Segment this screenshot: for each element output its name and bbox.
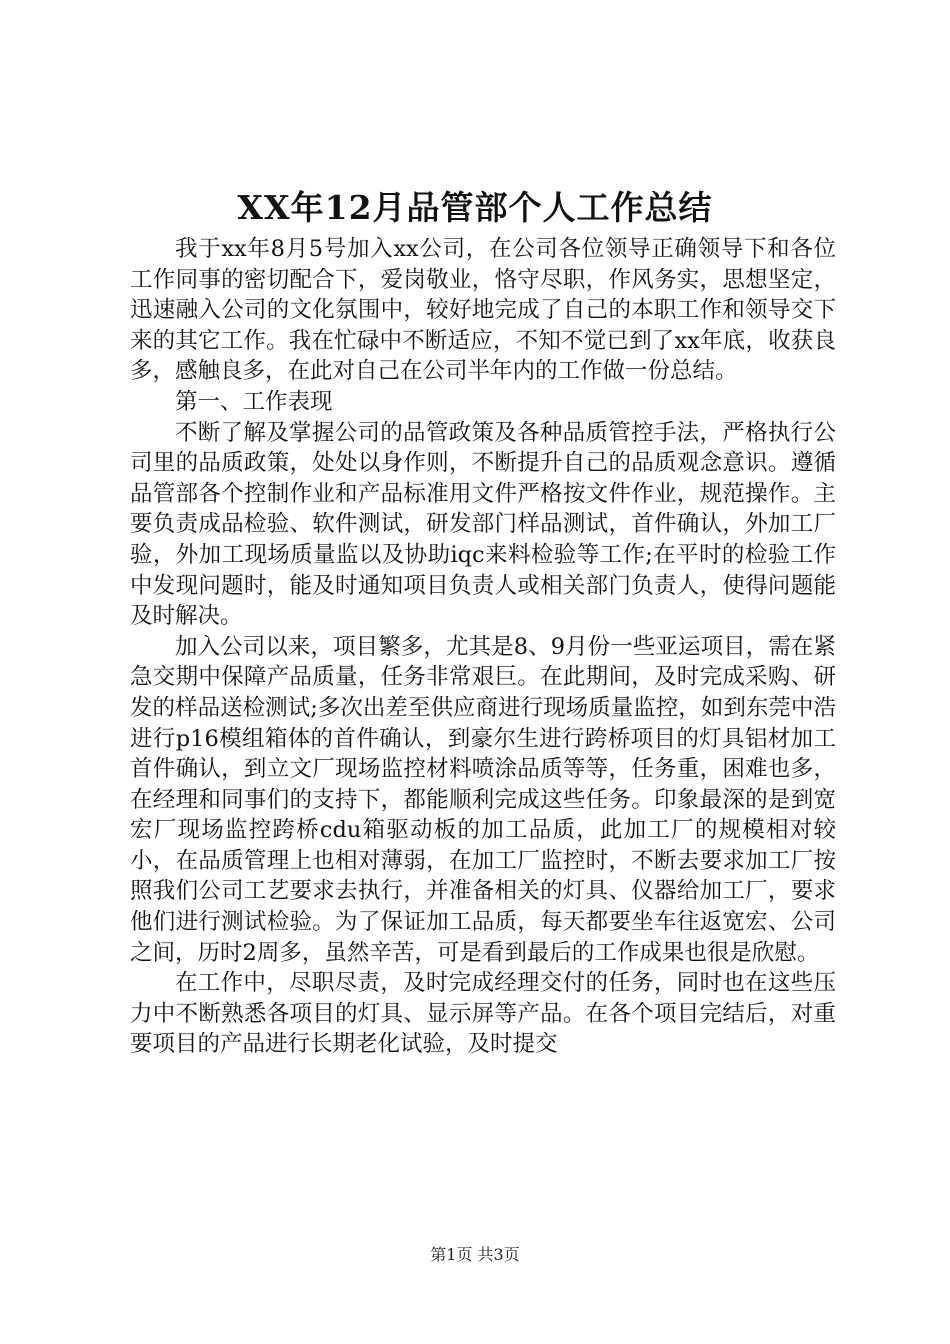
- section-heading-work-performance: 第一、工作表现: [175, 388, 333, 415]
- document-body: [130, 234, 836, 1060]
- paragraph-quality-policy: 不断了解及掌握公司的品管政策及各种品质管控手法，严格执行公司里的品质政策，处处以身作则，不断提升自己的品质观念意识。遵循品管部各个控制作业和产品标准用文件严格按文件作业，规范操作。主要负责成品检验、软件测试，研发部门样品测试，首件确认，外加工厂验，外加工现场质量监以及协助iqc来料检验等工作;在平时的检验工作中发现问题时，能及时通知项目负责人或相关部门负责人，使得问题能及时解决。: [130, 419, 836, 630]
- paragraph-intro: 我于xx年8月5号加入xx公司，在公司各位领导正确领导下和各位工作同事的密切配合下，爱岗敬业，恪守尽职，作风务实，思想坚定，迅速融入公司的文化氛围中，较好地完成了自己的本职工作和领导交下来的其它工作。我在忙碌中不断适应，不知不觉已到了xx年底，收获良多，感触良多，在此对自己在公司半年内的工作做一份总结。: [130, 236, 836, 385]
- paragraph-responsibilities: 在工作中，尽职尽责，及时完成经理交付的任务，同时也在这些压力中不断熟悉各项目的灯具、显示屏等产品。在各个项目完结后，对重要项目的产品进行长期老化试验，及时提交: [130, 970, 836, 1058]
- page-number-footer: 第1页 共3页: [430, 1245, 520, 1264]
- paragraph-projects: 加入公司以来，项目繁多，尤其是8、9月份一些亚运项目，需在紧急交期中保障产品质量，任务非常艰巨。在此期间，及时完成采购、研发的样品送检测试;多次出差至供应商进行现场质量监控，如到东莞中浩进行p16模组箱体的首件确认，到豪尔生进行跨桥项目的灯具铝材加工首件确认，到立文厂现场监控材料喷涂品质等等，任务重，困难也多，在经理和同事们的支持下，都能顺利完成这些任务。印象最深的是到宽宏厂现场监控跨桥cdu箱驱动板的加工品质，此加工厂的规模相对较小，在品质管理上也相对薄弱，在加工厂监控时，不断去要求加工厂按照我们公司工艺要求去执行，并准备相关的灯具、仪器给加工厂，要求他们进行测试检验。为了保证加工品质，每天都要坐车往返宽宏、公司之间，历时2周多，虽然辛苦，可是看到最后的工作成果也很是欣慰。: [130, 633, 836, 966]
- document-title: XX年12月品管部个人工作总结: [237, 188, 713, 227]
